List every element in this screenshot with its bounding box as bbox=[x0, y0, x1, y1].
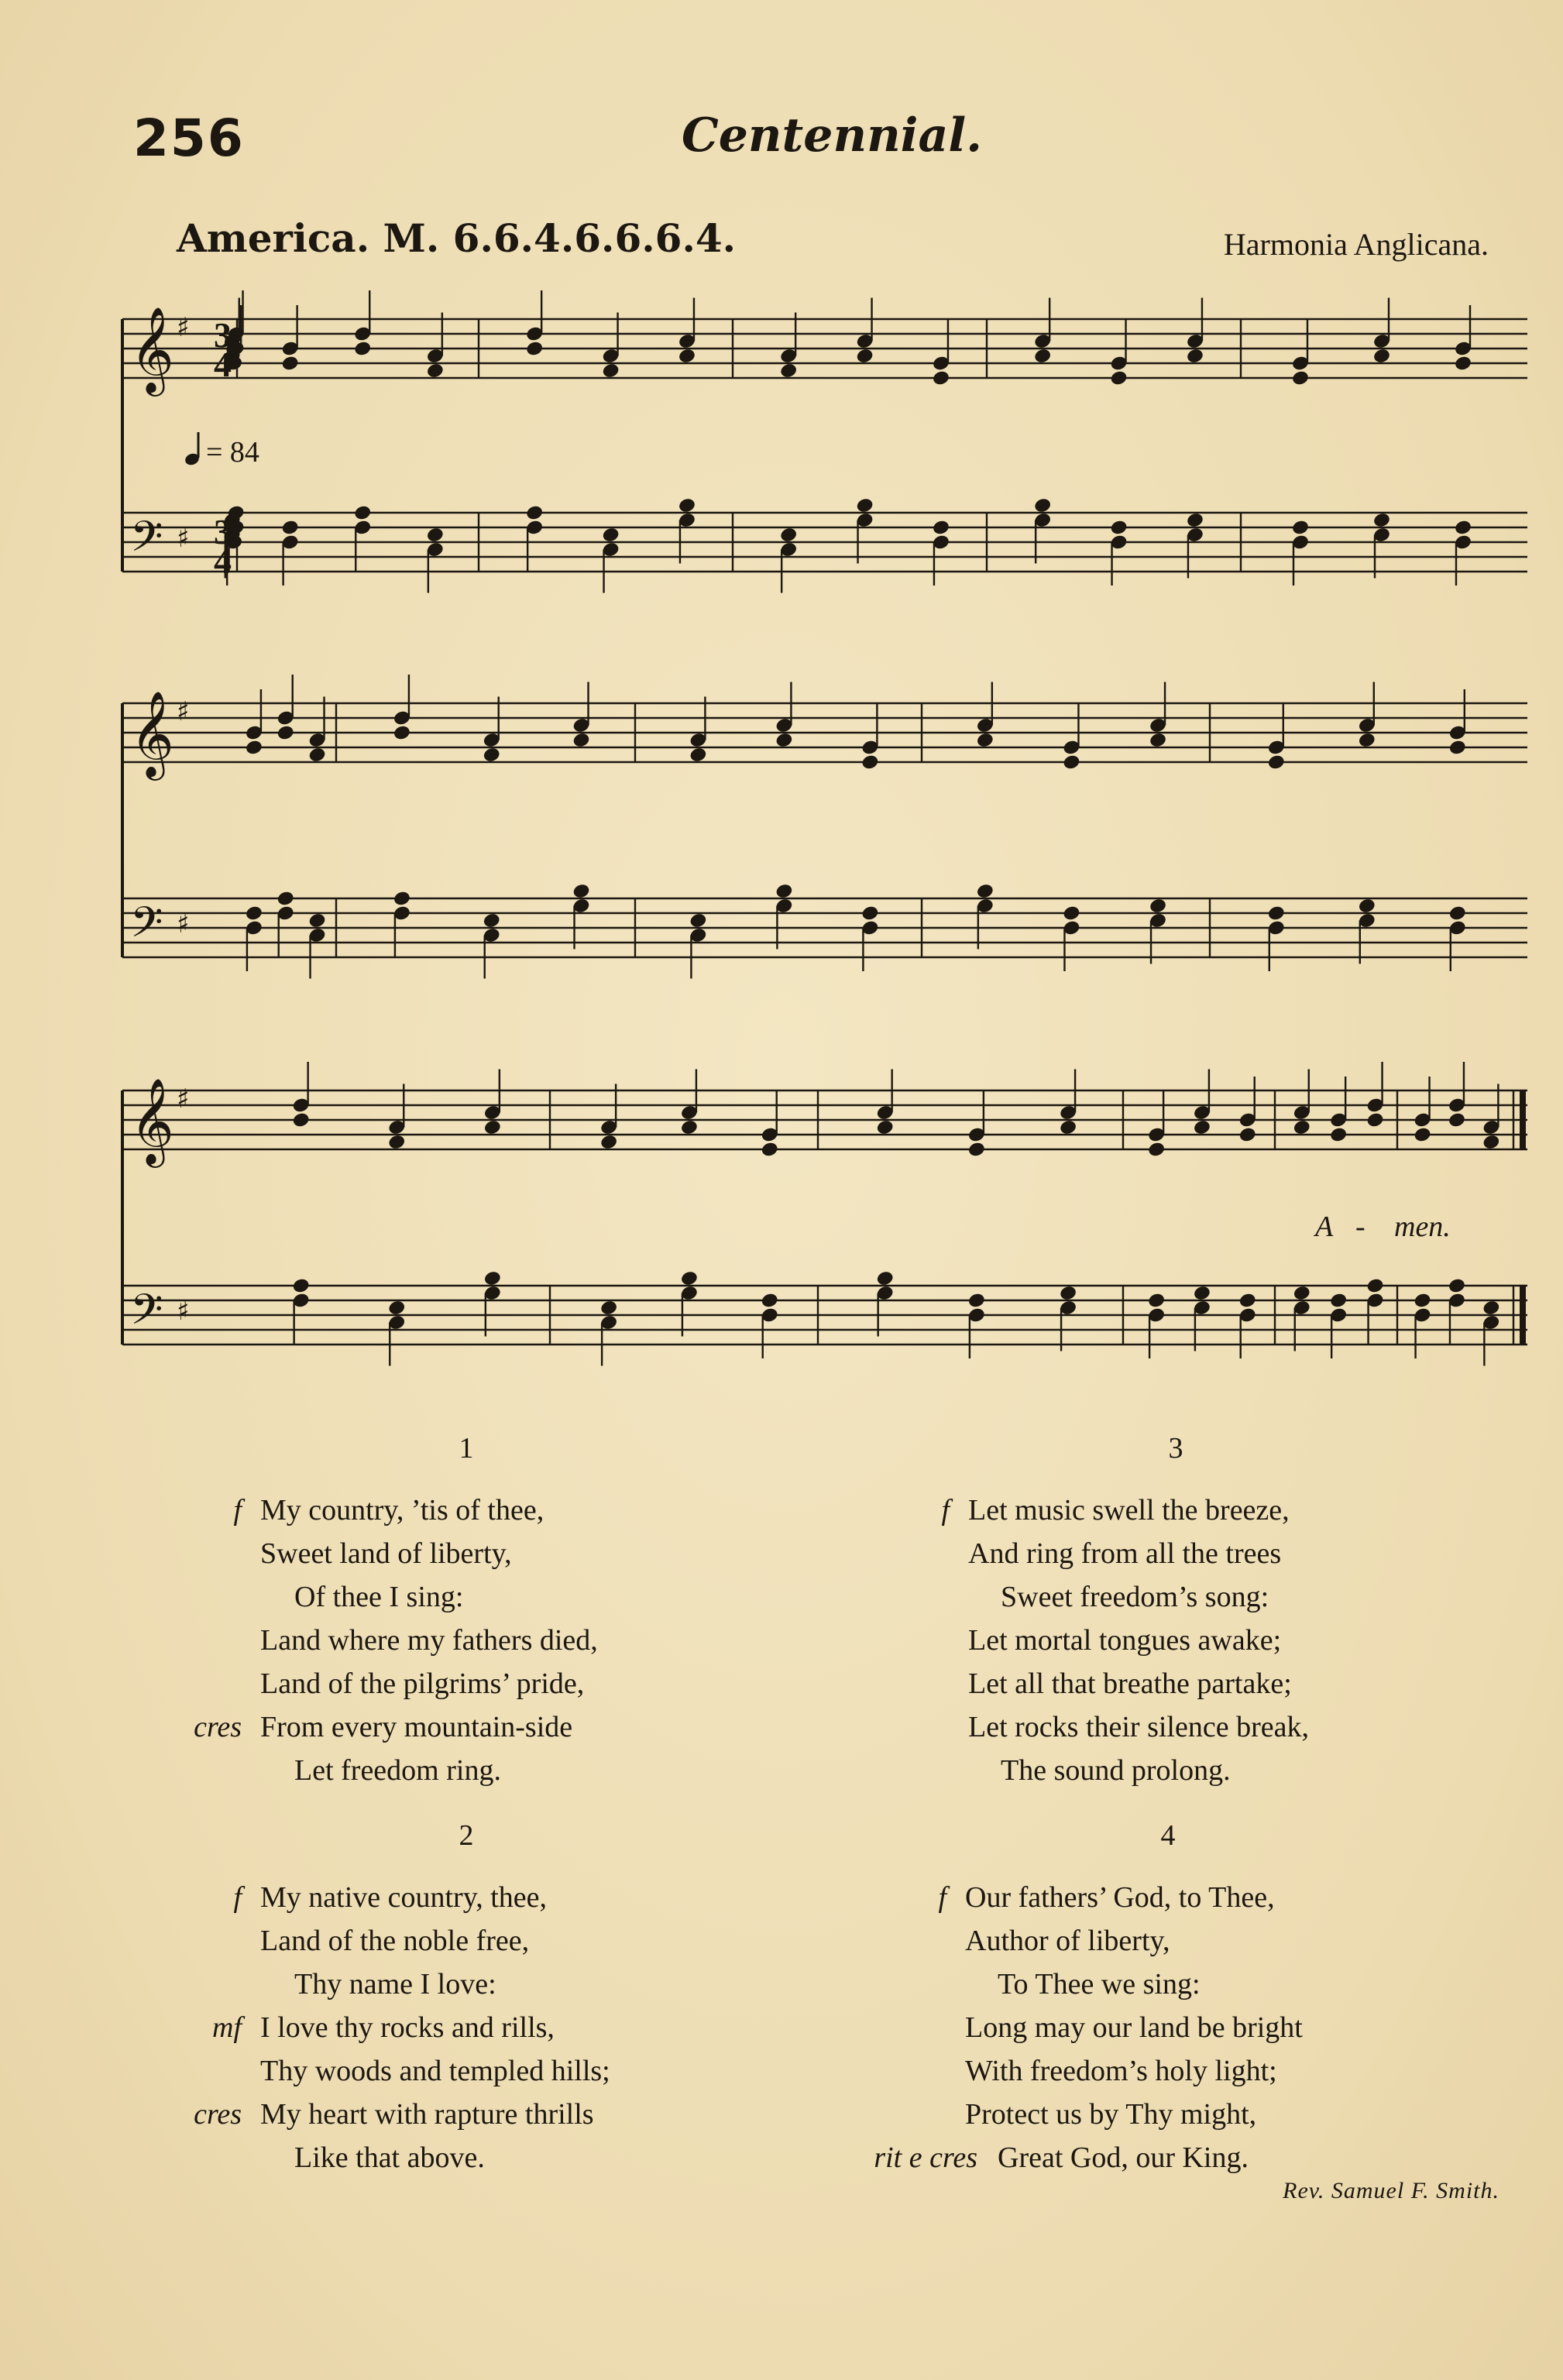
note-head bbox=[1193, 1119, 1211, 1136]
verse-line bbox=[1001, 1575, 1309, 1619]
note-head bbox=[1372, 512, 1391, 529]
note-head bbox=[1482, 1134, 1500, 1151]
time-signature: 4 bbox=[214, 541, 232, 581]
note-head bbox=[245, 905, 263, 922]
note-head bbox=[1147, 1292, 1166, 1309]
note-head bbox=[761, 1141, 779, 1158]
final-bar-line bbox=[1520, 1090, 1526, 1149]
verse-line bbox=[294, 2136, 610, 2179]
note-head bbox=[525, 504, 544, 521]
lyric-text: The sound prolong. bbox=[1001, 1754, 1231, 1787]
lyric-text: Land of the noble free, bbox=[260, 1925, 530, 1957]
verse-line bbox=[233, 1489, 598, 1532]
dynamic-marking: mf bbox=[212, 2011, 242, 2044]
bass-clef-icon: 𝄢 bbox=[130, 898, 163, 957]
time-signature: 3 bbox=[214, 512, 232, 551]
lyric-text: Of thee I sing: bbox=[294, 1581, 464, 1613]
note-head bbox=[353, 504, 372, 521]
composer-credit: Harmonia Anglicana. bbox=[1223, 227, 1489, 262]
lyric-text: Great God, our King. bbox=[998, 2141, 1249, 2174]
verse-line bbox=[260, 1619, 598, 1662]
note-head bbox=[1149, 732, 1167, 749]
lyric-text: Like that above. bbox=[294, 2141, 485, 2174]
bass-clef-icon: 𝄢 bbox=[130, 512, 163, 572]
lyric-text: Let mortal tongues awake; bbox=[968, 1624, 1282, 1657]
note-head bbox=[1448, 1277, 1466, 1294]
note-head bbox=[861, 754, 879, 771]
verse-line bbox=[294, 1963, 610, 2006]
note-head bbox=[1238, 1126, 1257, 1143]
note-head bbox=[1193, 1285, 1211, 1302]
verse-line bbox=[965, 2093, 1303, 2136]
note-head bbox=[307, 747, 326, 764]
tempo-marking bbox=[184, 432, 259, 469]
note-head bbox=[1358, 732, 1376, 749]
lyric-text: Let music swell the breeze, bbox=[968, 1494, 1290, 1527]
dynamic-marking: f bbox=[938, 1881, 946, 1914]
sharp-icon: ♯ bbox=[177, 1296, 190, 1327]
note-head bbox=[689, 912, 707, 929]
note-head bbox=[1365, 1111, 1384, 1128]
note-head bbox=[307, 912, 326, 929]
note-head bbox=[1413, 1126, 1431, 1143]
note-head bbox=[680, 1270, 699, 1287]
dynamic-marking: cres bbox=[194, 2098, 242, 2131]
score-layer bbox=[122, 290, 1527, 1366]
note-head bbox=[277, 724, 295, 741]
dynamic-marking: cres bbox=[194, 1711, 242, 1743]
lyric-text: Author of liberty, bbox=[965, 1925, 1170, 1957]
note-head bbox=[1109, 519, 1128, 536]
final-bar-line bbox=[1520, 1286, 1526, 1345]
verse-number: 3 bbox=[1168, 1432, 1183, 1465]
verse-line bbox=[1001, 1749, 1309, 1792]
note-head bbox=[292, 1277, 311, 1294]
note-head bbox=[353, 340, 372, 357]
verse-line bbox=[194, 1705, 598, 1749]
verse-line bbox=[294, 1575, 598, 1619]
lyric-text: My country, ’tis of thee, bbox=[260, 1494, 544, 1527]
note-head bbox=[277, 890, 295, 907]
note-head bbox=[1413, 1292, 1431, 1309]
verse-line bbox=[965, 2049, 1303, 2093]
note-head bbox=[976, 732, 994, 749]
note-head bbox=[393, 724, 411, 741]
time-signature: 3 bbox=[214, 315, 232, 355]
lyric-text: Our fathers’ God, to Thee, bbox=[965, 1881, 1275, 1914]
running-head: Centennial. bbox=[682, 108, 983, 163]
sharp-icon: ♯ bbox=[177, 908, 190, 939]
note-head bbox=[967, 1141, 986, 1158]
note-head bbox=[779, 527, 798, 544]
note-head bbox=[689, 747, 707, 764]
verse-line bbox=[998, 1963, 1303, 2006]
verse-2 bbox=[194, 1876, 610, 2179]
note-head bbox=[775, 732, 793, 749]
note-head bbox=[1372, 348, 1391, 365]
verse-line bbox=[938, 1876, 1303, 1919]
verse-line bbox=[260, 1532, 598, 1575]
verse-line bbox=[260, 1662, 598, 1705]
note-head bbox=[601, 362, 620, 379]
note-head bbox=[1454, 355, 1472, 372]
lyric-text: Land where my fathers died, bbox=[260, 1624, 598, 1657]
verse-line bbox=[194, 2093, 610, 2136]
lyric-text: To Thee we sing: bbox=[998, 1968, 1201, 2001]
verse-line bbox=[294, 1749, 598, 1792]
verse-line bbox=[968, 1532, 1309, 1575]
bass-clef-icon: 𝄢 bbox=[130, 1285, 163, 1345]
lyric-text: Let all that breathe partake; bbox=[968, 1667, 1292, 1700]
note-head bbox=[599, 1134, 618, 1151]
verse-line bbox=[212, 2006, 610, 2049]
sharp-icon: ♯ bbox=[177, 696, 190, 727]
note-head bbox=[1365, 1277, 1384, 1294]
note-head bbox=[525, 340, 544, 357]
verse-1 bbox=[194, 1489, 598, 1792]
page-number: 256 bbox=[133, 108, 245, 168]
amen-syllable-men: men. bbox=[1394, 1211, 1451, 1243]
verse-line bbox=[233, 1876, 610, 1919]
treble-clef-icon: 𝄞 bbox=[130, 1077, 174, 1164]
sharp-icon: ♯ bbox=[177, 523, 190, 554]
note-head bbox=[976, 883, 994, 900]
note-head bbox=[483, 912, 501, 929]
verse-number: 2 bbox=[459, 1819, 474, 1852]
note-head bbox=[572, 883, 590, 900]
note-head bbox=[572, 732, 590, 749]
note-head bbox=[855, 348, 874, 365]
note-head bbox=[281, 519, 300, 536]
sharp-icon: ♯ bbox=[177, 1084, 190, 1114]
verse-line bbox=[965, 1919, 1303, 1963]
note-head bbox=[1291, 369, 1310, 386]
lyric-text: Protect us by Thy might, bbox=[965, 2098, 1257, 2131]
treble-clef-icon: 𝄞 bbox=[130, 690, 174, 777]
note-head bbox=[426, 527, 445, 544]
note-head bbox=[1062, 905, 1080, 922]
note-head bbox=[387, 1134, 406, 1151]
note-head bbox=[1448, 1111, 1466, 1128]
note-head bbox=[1267, 905, 1286, 922]
verse-number: 4 bbox=[1160, 1819, 1176, 1852]
note-head bbox=[483, 1270, 502, 1287]
lyric-text: With freedom’s holy light; bbox=[965, 2055, 1277, 2087]
note-head bbox=[1059, 1119, 1077, 1136]
lyric-text: Thy name I love: bbox=[294, 1968, 496, 2001]
note-head bbox=[245, 739, 263, 756]
verse-line bbox=[965, 2006, 1303, 2049]
author-attribution: Rev. Samuel F. Smith. bbox=[1283, 2178, 1499, 2203]
note-head bbox=[1329, 1292, 1348, 1309]
note-head bbox=[1448, 905, 1467, 922]
note-head bbox=[967, 1292, 986, 1309]
lyric-text: From every mountain-side bbox=[260, 1711, 573, 1743]
note-head bbox=[1329, 1126, 1348, 1143]
lyric-text: Let rocks their silence break, bbox=[968, 1711, 1309, 1743]
note-head bbox=[483, 747, 501, 764]
note-head bbox=[1149, 898, 1167, 915]
lyric-text: Long may our land be bright bbox=[965, 2011, 1303, 2044]
amen-hyphen: - bbox=[1355, 1211, 1365, 1243]
verse-line bbox=[941, 1489, 1309, 1532]
note-head bbox=[876, 1270, 895, 1287]
note-head bbox=[1358, 898, 1376, 915]
verse-line bbox=[260, 1919, 610, 1963]
note-head bbox=[426, 362, 445, 379]
note-head bbox=[1186, 348, 1204, 365]
note-head bbox=[1482, 1300, 1500, 1317]
tempo-text: = 84 bbox=[206, 436, 259, 469]
lyric-text: Sweet freedom’s song: bbox=[1001, 1581, 1269, 1613]
note-head bbox=[678, 497, 696, 514]
sharp-icon: ♯ bbox=[177, 312, 190, 343]
time-signature: 4 bbox=[214, 345, 232, 384]
hymn-title: America. M. 6.6.4.6.6.6.4. bbox=[177, 215, 737, 261]
note-head bbox=[678, 348, 696, 365]
lyric-text: Thy woods and templed hills; bbox=[260, 2055, 610, 2087]
note-head bbox=[1109, 369, 1128, 386]
lyric-text: My native country, thee, bbox=[260, 1881, 548, 1914]
lyric-text: I love thy rocks and rills, bbox=[260, 2011, 555, 2044]
note-head bbox=[876, 1119, 895, 1136]
treble-clef-icon: 𝄞 bbox=[130, 306, 174, 393]
note-head bbox=[1186, 512, 1204, 529]
dynamic-marking: rit e cres bbox=[874, 2141, 977, 2174]
note-head bbox=[1267, 754, 1286, 771]
note-head bbox=[932, 519, 950, 536]
note-head bbox=[1448, 739, 1467, 756]
dynamic-marking: f bbox=[233, 1881, 242, 1914]
lyric-text: Let freedom ring. bbox=[294, 1754, 501, 1787]
verse-line bbox=[968, 1619, 1309, 1662]
note-head bbox=[779, 362, 798, 379]
verse-line bbox=[968, 1662, 1309, 1705]
note-head bbox=[393, 890, 411, 907]
verse-4 bbox=[874, 1876, 1303, 2179]
dynamic-marking: f bbox=[233, 1494, 242, 1527]
verse-line bbox=[874, 2136, 1303, 2179]
amen-syllable-a: A bbox=[1315, 1211, 1334, 1243]
note-head bbox=[932, 369, 950, 386]
lyric-text: Land of the pilgrims’ pride, bbox=[260, 1667, 585, 1700]
note-head bbox=[1033, 348, 1052, 365]
verse-line bbox=[260, 2049, 610, 2093]
note-head bbox=[483, 1119, 502, 1136]
note-head bbox=[861, 905, 879, 922]
note-head bbox=[387, 1300, 406, 1317]
amen-lyrics bbox=[1313, 1211, 1451, 1243]
note-head bbox=[1147, 1141, 1166, 1158]
note-head bbox=[1454, 519, 1472, 536]
verse-3 bbox=[941, 1489, 1309, 1792]
note-head bbox=[761, 1292, 779, 1309]
note-head bbox=[281, 355, 300, 372]
verse-number: 1 bbox=[459, 1432, 474, 1465]
note-head bbox=[680, 1119, 699, 1136]
lyric-text: My heart with rapture thrills bbox=[260, 2098, 594, 2131]
note-head bbox=[1059, 1285, 1077, 1302]
note-head bbox=[1293, 1285, 1311, 1302]
note-head bbox=[775, 883, 793, 900]
note-head bbox=[599, 1300, 618, 1317]
note-head bbox=[855, 497, 874, 514]
verse-line bbox=[968, 1705, 1309, 1749]
note-head bbox=[1033, 497, 1052, 514]
lyric-text: And ring from all the trees bbox=[968, 1537, 1282, 1570]
note-head bbox=[1238, 1292, 1257, 1309]
note-head bbox=[1291, 519, 1310, 536]
dynamic-marking: f bbox=[941, 1494, 950, 1527]
note-head bbox=[1062, 754, 1080, 771]
lyric-text: Sweet land of liberty, bbox=[260, 1537, 512, 1570]
note-head bbox=[1293, 1119, 1311, 1136]
note-head bbox=[601, 527, 620, 544]
note-head bbox=[292, 1111, 311, 1128]
